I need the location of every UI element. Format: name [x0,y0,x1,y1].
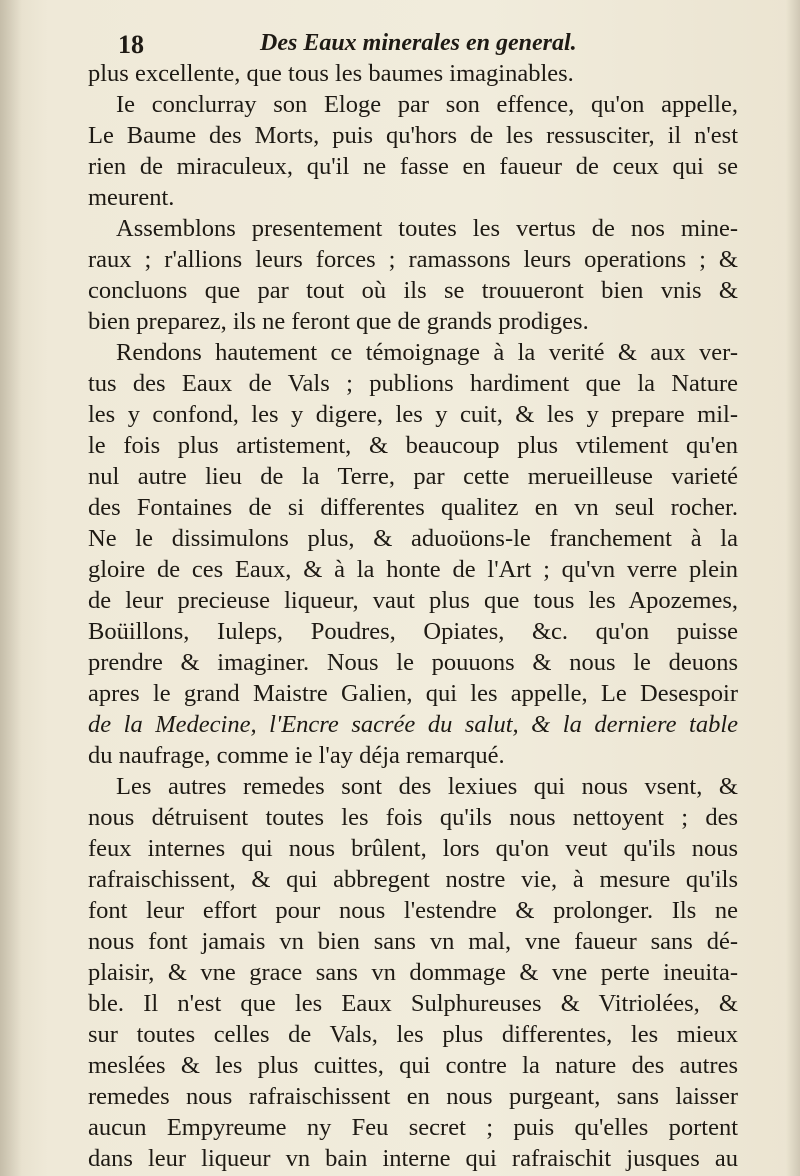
text-line: sur toutes celles de Vals, les plus differentes, les mieux [88,1021,738,1048]
text-line: remedes nous rafraischissent en nous purgeant, sans laisser [88,1083,738,1110]
running-title: Des Eaux minerales en general. [260,30,577,56]
text-line: concluons que par tout où ils se trouueront bien vnis & [88,277,738,304]
text-line: Rendons hautement ce témoignage à la verité & aux ver- [116,339,738,366]
text-line: Les autres remedes sont des lexiues qui nous vsent, & [116,773,738,800]
page-number: 18 [118,30,144,59]
text-line: raux ; r'allions leurs forces ; ramassons leurs operations ; & [88,246,738,273]
text-line: tus des Eaux de Vals ; publions hardiment que la Nature [88,370,738,397]
text-line: Ie conclurray son Eloge par son effence, qu'on appelle, [116,91,738,118]
text-line: nul autre lieu de la Terre, par cette merueilleuse varieté [88,463,738,490]
text-line: les y confond, les y digere, les y cuit, & les y prepare mil- [88,401,738,428]
text-line: aucun Empyreume ny Feu secret ; puis qu'elles portent [88,1114,738,1141]
text-line: du naufrage, comme ie l'ay déja remarqué. [88,742,505,769]
text-line: ble. Il n'est que les Eaux Sulphureuses & Vitriolées, & [88,990,738,1017]
body-text [88,58,738,1174]
text-line: apres le grand Maistre Galien, qui les appelle, Le Desespoir [88,680,738,707]
text-line: de la Medecine, l'Encre sacrée du salut, & la derniere table [88,711,738,738]
text-line: meurent. [88,184,175,211]
page-edge-shadow [786,0,800,1176]
page-header [118,26,638,60]
text-line: des Fontaines de si differentes qualitez en vn seul rocher. [88,494,738,521]
text-line: feux internes qui nous brûlent, lors qu'on veut qu'ils nous [88,835,738,862]
text-line: Assemblons presentement toutes les vertus de nos mine- [116,215,738,242]
text-line: gloire de ces Eaux, & à la honte de l'Art ; qu'vn verre plein [88,556,738,583]
text-line: meslées & les plus cuittes, qui contre la nature des autres [88,1052,738,1079]
text-line: le fois plus artistement, & beaucoup plus vtilement qu'en [88,432,738,459]
text-line: Ne le dissimulons plus, & aduoüons-le franchement à la [88,525,738,552]
text-line: nous détruisent toutes les fois qu'ils nous nettoyent ; des [88,804,738,831]
text-line: plus excellente, que tous les baumes imaginables. [88,60,574,87]
text-line: plaisir, & vne grace sans vn dommage & vne perte ineuita- [88,959,738,986]
text-line: Boüillons, Iuleps, Poudres, Opiates, &c. qu'on puisse [88,618,738,645]
text-line: prendre & imaginer. Nous le pouuons & nous le deuons [88,649,738,676]
text-line: rafraischissent, & qui abbregent nostre vie, à mesure qu'ils [88,866,738,893]
gutter-shadow [0,0,22,1176]
text-line: rien de miraculeux, qu'il ne fasse en faueur de ceux qui se [88,153,738,180]
text-line: nous font jamais vn bien sans vn mal, vne faueur sans dé- [88,928,738,955]
text-line: de leur precieuse liqueur, vaut plus que tous les Apozemes, [88,587,738,614]
text-line: font leur effort pour nous l'estendre & prolonger. Ils ne [88,897,738,924]
text-line: Le Baume des Morts, puis qu'hors de les ressusciter, il n'est [88,122,738,149]
text-line: dans leur liqueur vn bain interne qui rafraischit jusques au [88,1145,738,1172]
text-line: bien preparez, ils ne feront que de grands prodiges. [88,308,589,335]
